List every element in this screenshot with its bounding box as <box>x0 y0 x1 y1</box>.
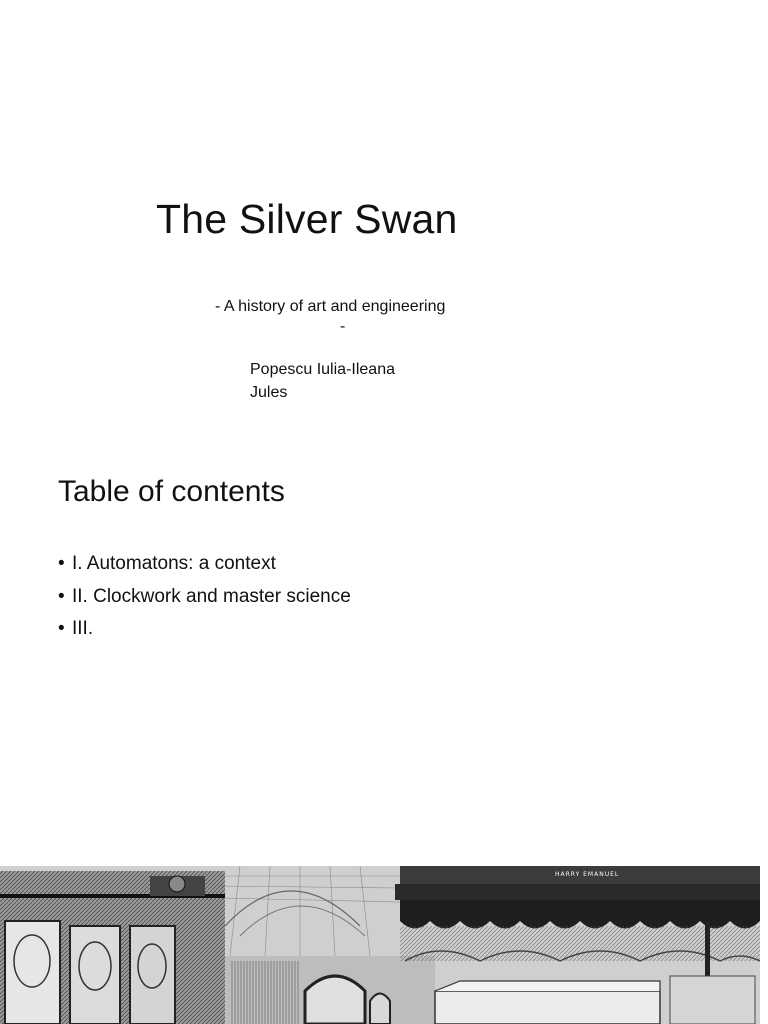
contents-slide <box>0 450 768 860</box>
toc-heading: Table of contents <box>58 475 285 508</box>
toc-item <box>58 581 351 614</box>
slide-subtitle-dash: - <box>340 318 346 335</box>
author-name: Popescu Iulia-Ileana <box>250 361 395 378</box>
toc-list <box>58 548 351 646</box>
bullet-icon: • <box>58 553 65 574</box>
toc-item-label: I. Automatons: a context <box>72 553 276 574</box>
toc-item <box>58 548 351 581</box>
toc-item-label: II. Clockwork and master science <box>72 585 351 607</box>
exhibition-engraving-image <box>0 866 760 1024</box>
author-name: Jules <box>250 384 288 401</box>
toc-item-label: III. <box>72 618 94 639</box>
bullet-icon: • <box>58 585 65 607</box>
engraving-sign-text: HARRY EMANUEL <box>555 871 620 878</box>
bullet-icon: • <box>58 618 65 639</box>
toc-item <box>58 613 351 646</box>
slide-subtitle: - A history of art and engineering <box>215 298 446 315</box>
slide-title: The Silver Swan <box>156 196 458 242</box>
title-slide <box>0 0 768 440</box>
